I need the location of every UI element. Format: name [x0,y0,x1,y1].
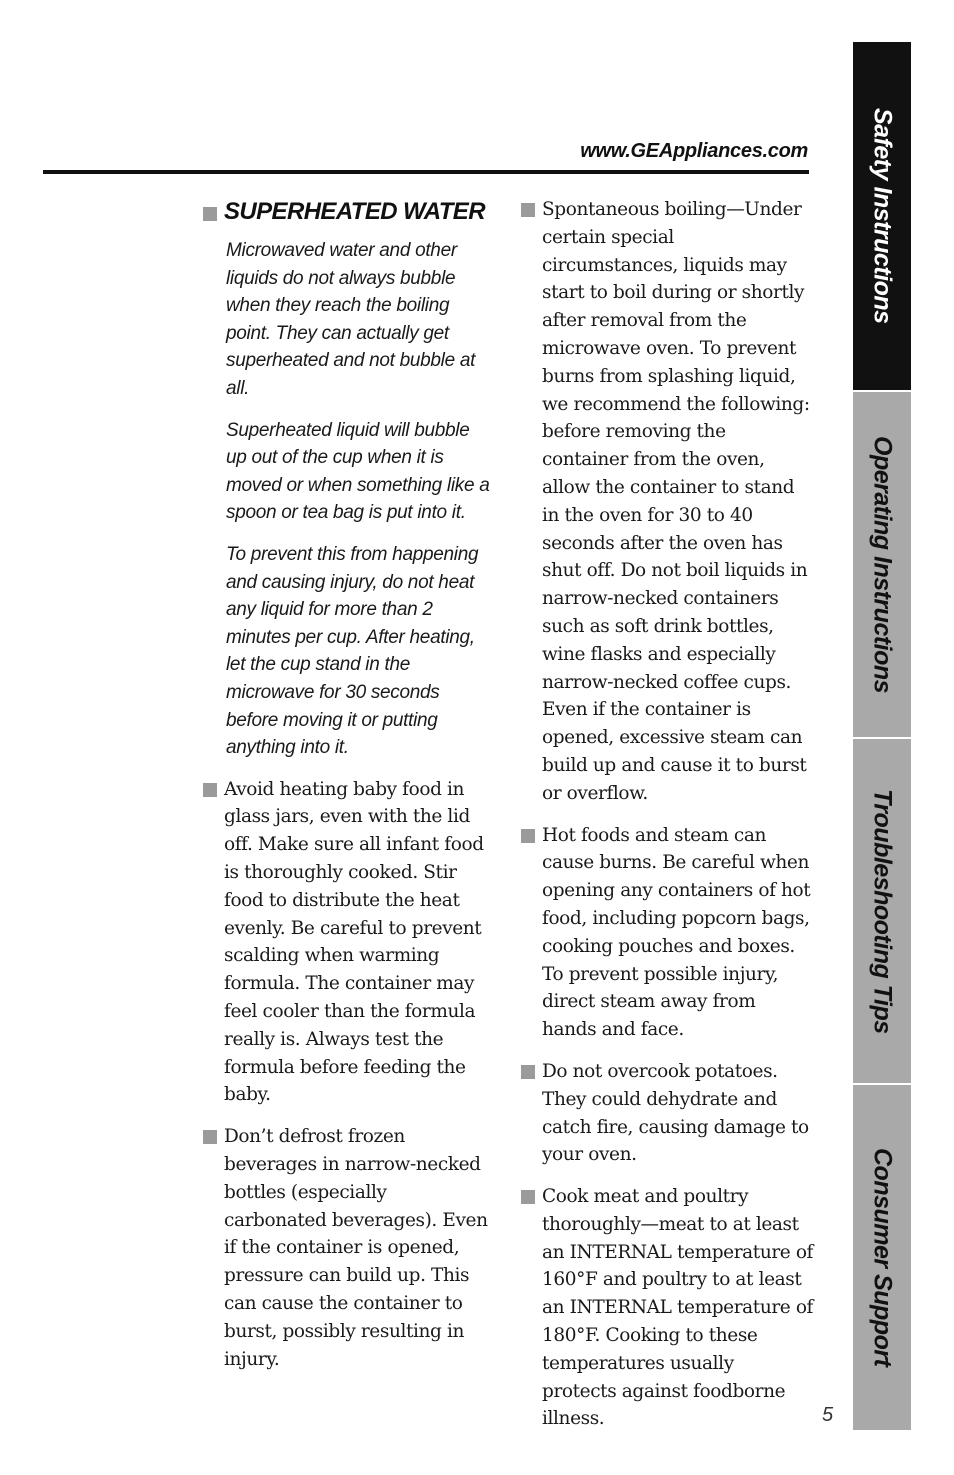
header-rule [43,170,809,174]
square-bullet-icon [521,829,535,843]
safety-item-text: Don’t defrost frozen beverages in narrow-necked bottles (especially carbonated beverages). Even if the container is opened, pressure can build up. This can cause the container to burst, possibly resulting in injury. [224,1126,488,1370]
page-number: 5 [822,1404,834,1426]
section-heading [203,195,493,229]
safety-item-text: Avoid heating baby food in glass jars, even with the lid off. Make sure all infant food is thoroughly cooked. Stir food to distribute the heat evenly. Be careful to prevent scalding when warming formula. The container may feel cooler than the formula really is. Always test the formula before feeding the baby. [224,778,484,1106]
safety-item-baby-food [203,776,493,1110]
safety-item-text: Hot foods and steam can cause burns. Be careful when opening any containers of hot food, including popcorn bags, cooking pouches and boxes. To prevent possible injury, direct steam away from hands and face. [542,824,811,1041]
safety-item-hot-foods [521,822,813,1044]
square-bullet-icon [521,203,535,217]
tab-label: Operating Instructions [868,435,897,694]
tab-safety-instructions[interactable] [853,42,911,390]
square-bullet-icon [203,1130,217,1144]
safety-item-text: Spontaneous boiling—Under certain special circumstances, liquids may start to boil during or shortly after removal from the microwave oven. To prevent burns from splashing liquid, we recommend the following: before removing the container from the oven, allow the container to stand in the oven for 30 to 40 seconds after the oven has shut off. Do not boil liquids in narrow-necked containers such as soft drink bottles, wine flasks and especially narrow-necked coffee cups. Even if the container is opened, excessive steam can build up and cause it to burst or overflow. [542,199,810,804]
section-heading-text: SUPERHEATED WATER [224,198,485,225]
square-bullet-icon [203,783,217,797]
warning-paragraph-2: Superheated liquid will bubble up out of the cup when it is moved or when something like a spoon or tea bag is put into it. [226,419,490,524]
warning-paragraph-1: Microwaved water and other liquids do not always bubble when they reach the boiling point. They can actually get superheated and not bubble at all. [226,240,476,399]
safety-item-potatoes [521,1058,813,1169]
left-column [203,195,493,1387]
tab-operating-instructions[interactable] [853,392,911,737]
tab-label: Safety Instructions [868,108,897,324]
safety-item-frozen-beverages [203,1123,493,1373]
tab-troubleshooting-tips[interactable] [853,739,911,1083]
warning-paragraph-3: To prevent this from happening and causing injury, do not heat any liquid for more than 2 minutes per cup. After heating, let the cup stand in the microwave for 30 seconds before moving it or putting anything into it. [226,543,479,759]
website-url[interactable]: www.GEAppliances.com [580,140,808,162]
right-column [521,196,813,1447]
safety-item-text: Cook meat and poultry thoroughly—meat to at least an INTERNAL temperature of 160°F and poultry to at least an INTERNAL temperature of 180°F. Cooking to these temperatures usually protects against foodborne illness. [542,1186,814,1430]
square-bullet-icon [521,1065,535,1079]
safety-item-text: Do not overcook potatoes. They could dehydrate and catch fire, causing damage to your oven. [542,1060,809,1166]
tab-label: Consumer Support [868,1148,897,1367]
tab-label: Troubleshooting Tips [868,788,897,1034]
tab-consumer-support[interactable] [853,1085,911,1430]
safety-item-spontaneous-boiling [521,196,813,808]
square-bullet-icon [203,207,217,221]
safety-item-meat-poultry [521,1183,813,1433]
square-bullet-icon [521,1190,535,1204]
